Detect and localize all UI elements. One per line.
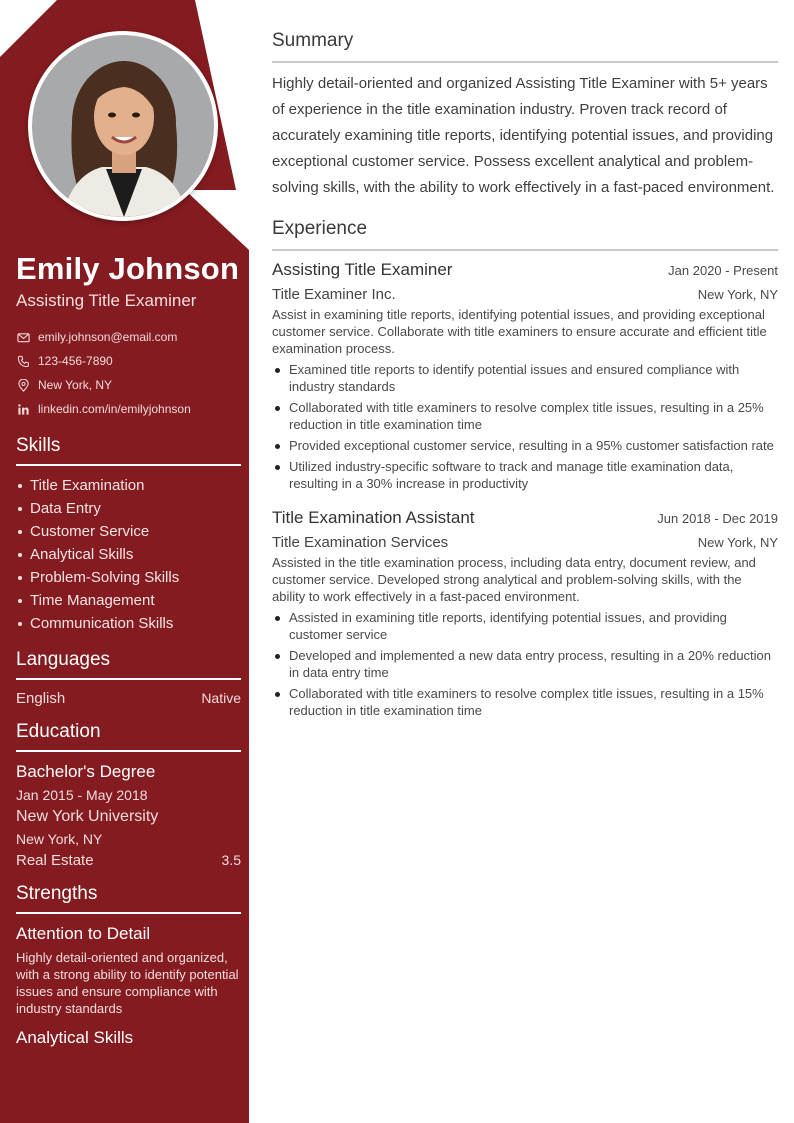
job-bullet-list bbox=[272, 361, 778, 492]
skill-item bbox=[16, 612, 241, 635]
contact-list bbox=[16, 325, 241, 421]
bullet-dot bbox=[18, 622, 22, 626]
strengths-heading: Strengths bbox=[16, 883, 241, 914]
job-location: New York, NY bbox=[697, 535, 778, 550]
job-bullet-list bbox=[272, 609, 778, 719]
summary-heading: Summary bbox=[272, 30, 778, 63]
job-dates: Jan 2020 - Present bbox=[668, 263, 778, 278]
bullet-dot bbox=[18, 484, 22, 488]
language-row bbox=[16, 690, 241, 707]
skill-label: Customer Service bbox=[30, 523, 150, 540]
job-company-row bbox=[272, 280, 778, 303]
skill-label: Analytical Skills bbox=[30, 546, 134, 563]
skill-label: Communication Skills bbox=[30, 615, 174, 632]
experience-heading: Experience bbox=[272, 218, 778, 251]
email-icon bbox=[16, 330, 30, 344]
candidate-headline: Assisting Title Examiner bbox=[16, 291, 197, 310]
skill-item bbox=[16, 520, 241, 543]
language-level: Native bbox=[201, 690, 241, 706]
contact-email[interactable] bbox=[16, 325, 241, 349]
skill-item bbox=[16, 566, 241, 589]
bullet-dot bbox=[18, 530, 22, 534]
job-description: Assist in examining title reports, identifying potential issues, and providing exceptional customer service. Collaborate with title examiners to ensure accurate and efficient title examination process. bbox=[272, 307, 767, 356]
contact-email-text: emily.johnson@email.com bbox=[38, 330, 178, 344]
job-location: New York, NY bbox=[697, 287, 778, 302]
job-bullet: Assisted in examining title reports, identifying potential issues, and providing customer service bbox=[272, 609, 778, 643]
contact-location bbox=[16, 373, 241, 397]
education-school: New York University bbox=[16, 808, 159, 825]
skill-item bbox=[16, 589, 241, 612]
education-field-row bbox=[16, 852, 241, 869]
strength-description: Highly detail-oriented and organized, with a strong ability to identify potential issues and ensure compliance with industry standards bbox=[16, 950, 239, 1016]
education-field: Real Estate bbox=[16, 852, 94, 869]
profile-photo bbox=[28, 31, 218, 221]
profile-photo-illustration bbox=[32, 35, 214, 217]
job-company-row bbox=[272, 528, 778, 551]
bullet-dot bbox=[18, 599, 22, 603]
bullet-dot bbox=[18, 553, 22, 557]
skill-label: Time Management bbox=[30, 592, 155, 609]
phone-icon bbox=[16, 354, 30, 368]
education-degree: Bachelor's Degree bbox=[16, 762, 156, 781]
job-header-row bbox=[272, 260, 778, 280]
skill-label: Data Entry bbox=[30, 500, 101, 517]
job-company: Title Examination Services bbox=[272, 534, 449, 551]
skill-label: Problem-Solving Skills bbox=[30, 569, 180, 586]
job-bullet: Collaborated with title examiners to resolve complex title issues, resulting in a 25% reduction in title examination time bbox=[272, 399, 778, 433]
job-dates: Jun 2018 - Dec 2019 bbox=[657, 511, 778, 526]
sidebar bbox=[16, 250, 241, 1048]
contact-phone-text: 123-456-7890 bbox=[38, 354, 113, 368]
strength-title: Attention to Detail bbox=[16, 924, 151, 943]
main-content bbox=[272, 30, 778, 723]
education-location: New York, NY bbox=[16, 831, 103, 847]
skill-label: Title Examination bbox=[30, 477, 145, 494]
contact-phone[interactable] bbox=[16, 349, 241, 373]
job-bullet: Provided exceptional customer service, resulting in a 95% customer satisfaction rate bbox=[272, 437, 778, 454]
education-heading: Education bbox=[16, 721, 241, 752]
job-header-row bbox=[272, 508, 778, 528]
location-pin-icon bbox=[16, 378, 30, 392]
candidate-name: Emily Johnson bbox=[16, 251, 240, 286]
skill-item bbox=[16, 497, 241, 520]
job-description: Assisted in the title examination process, including data entry, document review, and customer service. Developed strong analytical and problem-solving skills, with the ability to work effectively in a fast-paced environment. bbox=[272, 555, 756, 604]
summary-text: Highly detail-oriented and organized Assisting Title Examiner with 5+ years of experience in the title examination industry. Proven track record of accurately examining title reports, identifying potential issues, and providing exceptional customer service. Possess excellent analytical and problem-solving skills, with the ability to work effectively in a fast-paced environment. bbox=[272, 75, 775, 196]
bullet-dot bbox=[18, 576, 22, 580]
education-dates: Jan 2015 - May 2018 bbox=[16, 787, 148, 803]
job-title: Title Examination Assistant bbox=[272, 508, 475, 527]
education-gpa: 3.5 bbox=[221, 852, 241, 868]
bullet-dot bbox=[18, 507, 22, 511]
skills-heading: Skills bbox=[16, 435, 241, 466]
strength-title: Analytical Skills bbox=[16, 1028, 134, 1047]
experience-entry bbox=[272, 260, 778, 492]
languages-heading: Languages bbox=[16, 649, 241, 680]
job-company: Title Examiner Inc. bbox=[272, 286, 396, 303]
job-bullet: Examined title reports to identify potential issues and ensured compliance with industry standards bbox=[272, 361, 778, 395]
skills-list bbox=[16, 474, 241, 635]
job-bullet: Developed and implemented a new data entry process, resulting in a 20% reduction in data entry time bbox=[272, 647, 778, 681]
job-bullet: Utilized industry-specific software to track and manage title examination data, resulting in a 30% increase in productivity bbox=[272, 458, 778, 492]
contact-linkedin[interactable] bbox=[16, 397, 241, 421]
job-title: Assisting Title Examiner bbox=[272, 260, 453, 279]
linkedin-icon bbox=[16, 402, 30, 416]
contact-location-text: New York, NY bbox=[38, 378, 113, 392]
skill-item bbox=[16, 543, 241, 566]
skill-item bbox=[16, 474, 241, 497]
experience-entry bbox=[272, 508, 778, 719]
contact-linkedin-text: linkedin.com/in/emilyjohnson bbox=[38, 402, 191, 416]
language-name: English bbox=[16, 690, 66, 707]
job-bullet: Collaborated with title examiners to resolve complex title issues, resulting in a 15% reduction in title examination time bbox=[272, 685, 778, 719]
